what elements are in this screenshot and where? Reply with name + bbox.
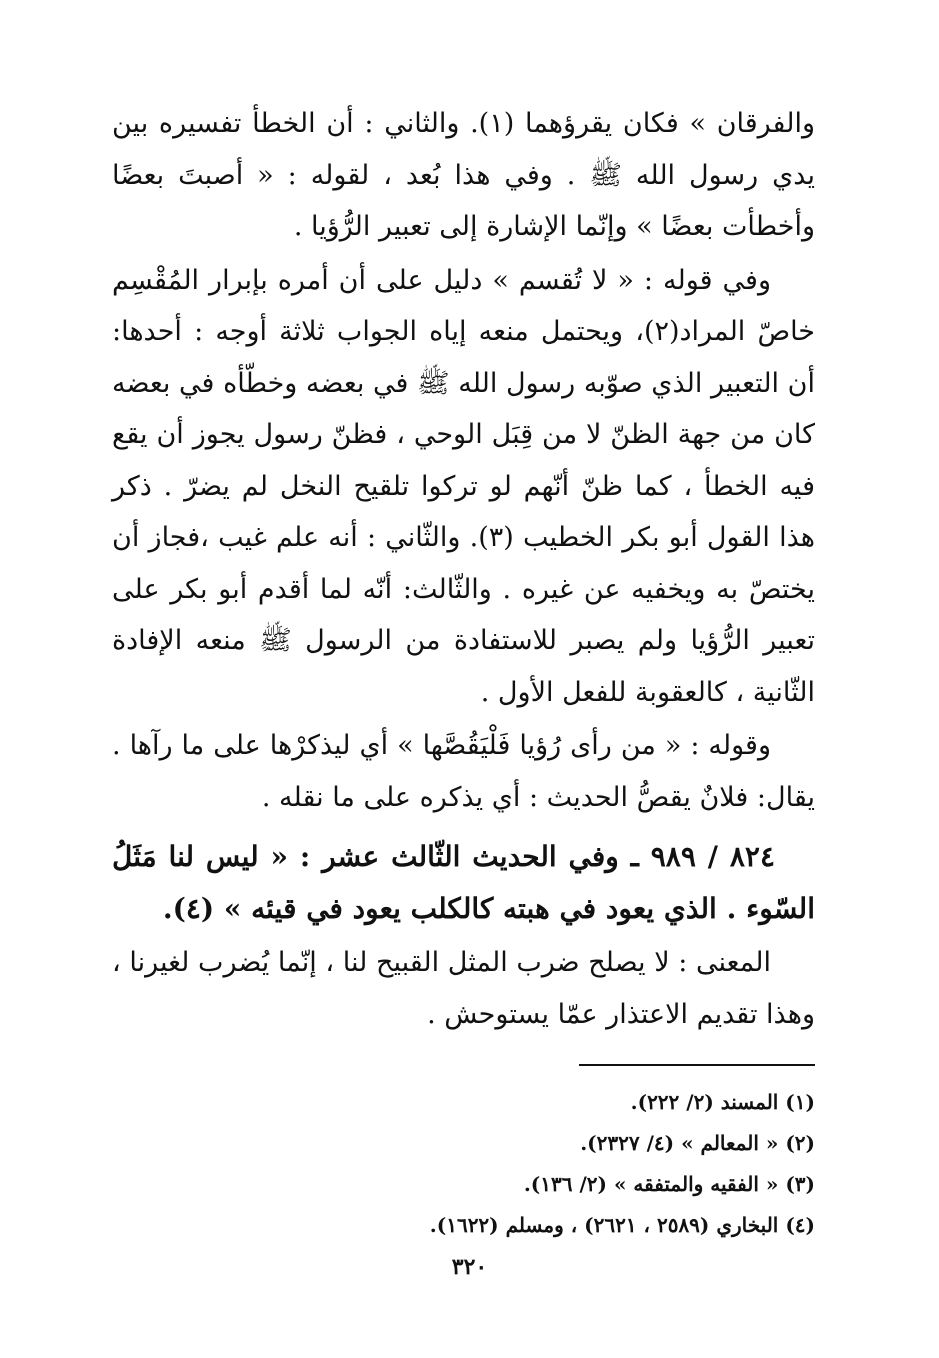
paragraph-4-text: المعنى : لا يصلح ضرب المثل القبيح لنا ، إنّما يُضرب لغيرنا ، وهذا تقديم الاعتذار عمّا يستوحش . [112, 947, 815, 1030]
footnote-4: (٤) البخاري (٢٥٨٩ ، ٢٦٢١) ، ومسلم (١٦٢٢). [429, 1213, 815, 1237]
hadith-heading [112, 831, 815, 935]
paragraph-3 [112, 720, 815, 823]
paragraph-2-text: وفي قوله : « لا تُقسم » دليل على أن أمره بإبرار المُقْسِم خاصّ المراد(٢)، ويحتمل منعه إياه الجواب ثلاثة أوجه : أحدها: أن التعبير الذي صوّبه رسول الله ﷺ في بعضه وخطّأه في بعضه كان من جهة الظنّ لا من قِبَل الوحي ، فظنّ رسول يجوز أن يقع فيه الخطأ ، كما ظنّ أنّهم لو تركوا تلقيح النخل لم يضرّ . ذكر هذا القول أبو بكر الخطيب (٣). والثّاني : أنه علم غيب ،فجاز أن يختصّ به ويخفيه عن غيره . والثّالث: أنّه لما أقدم أبو بكر على تعبير الرُّؤيا ولم يصبر للاستفادة من الرسول ﷺ منعه الإفادة الثّانية ، كالعقوبة للفعل الأول . [112, 264, 815, 708]
footnote-2: (٢) « المعالم » (٤/ ٢٣٢٧). [580, 1131, 815, 1155]
paragraph-1-text: والفرقان » فكان يقرؤهما (١). والثاني : أن الخطأ تفسيره بين يدي رسول الله ﷺ . وفي هذا بُعد ، لقوله : « أصبتَ بعضًا وأخطأت بعضًا » وإنّما الإشارة إلى تعبير الرُّؤيا . [112, 108, 815, 242]
footnote-3: (٣) « الفقيه والمتفقه » (٢/ ١٣٦). [523, 1172, 815, 1196]
footnotes [112, 1082, 815, 1246]
paragraph-4 [112, 937, 815, 1040]
paragraph-1 [112, 98, 815, 253]
footnote-divider [579, 1064, 815, 1066]
hadith-heading-text: ٨٢٤ / ٩٨٩ ـ وفي الحديث الثّالث عشر : « ليس لنا مَثَلُ السّوء . الذي يعود في هبته كالكلب يعود في قيئه » (٤). [112, 840, 815, 925]
footnote-1: (١) المسند (٢/ ٢٢٢). [630, 1090, 815, 1114]
paragraph-2 [112, 255, 815, 719]
page-number: ٣٢٠ [451, 1254, 488, 1280]
paragraph-3-text: وقوله : « من رأى رُؤيا فَلْيَقُصَّها » أي ليذكرْها على ما رآها . يقال: فلانٌ يقصُّ الحديث : أي يذكره على ما نقله . [112, 730, 815, 813]
